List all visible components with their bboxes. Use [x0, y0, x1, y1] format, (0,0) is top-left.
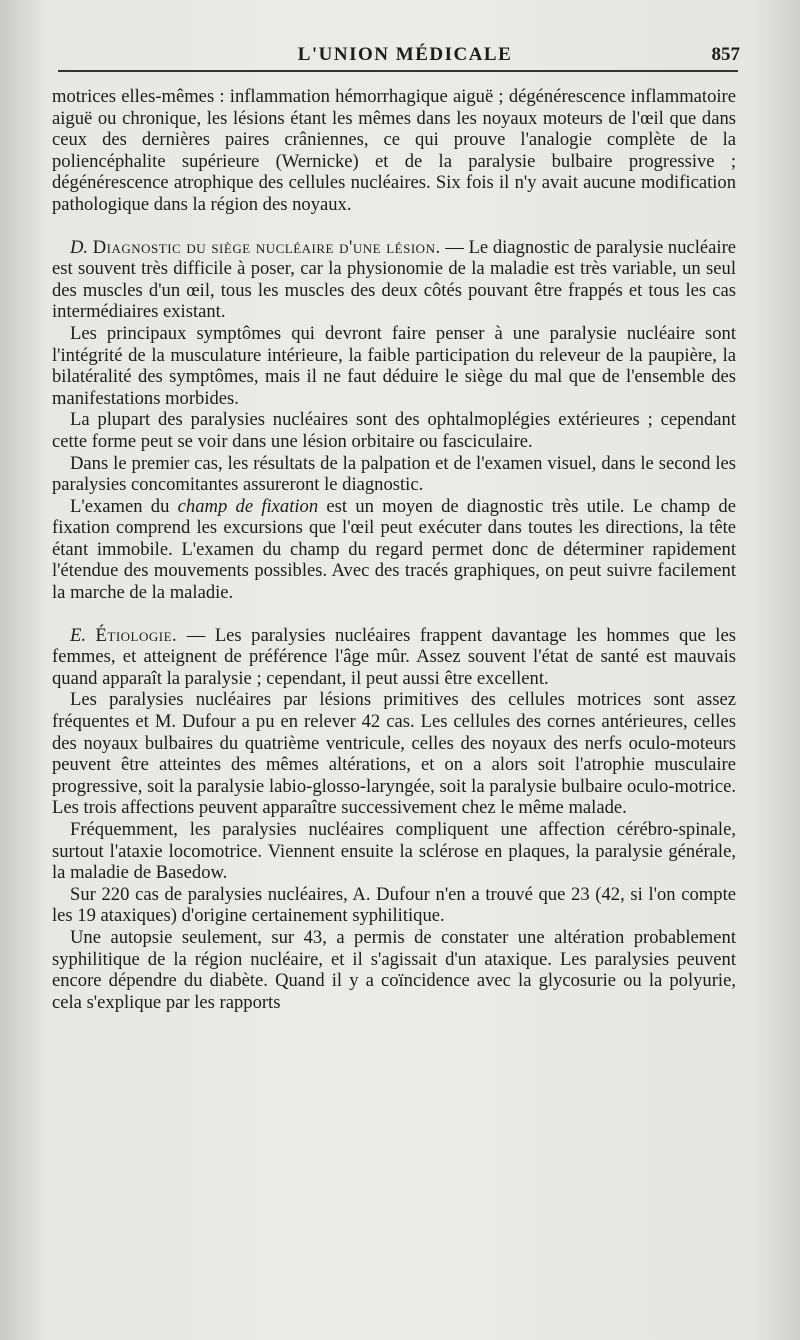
paragraph-frequemment: Fréquemment, les paralysies nucléaires compliquent une affection cérébro-spinale, surtout l'ataxie locomotrice. Viennent ensuite la sclérose en plaques, la paralysie générale, la maladie de Basedow.: [52, 819, 736, 884]
paragraph-symptomes: Les principaux symptômes qui devront faire penser à une paralysie nucléaire sont l'intégrité de la musculature intérieure, la faible participation du releveur de la paupière, la bilatéralité des symptômes, mais il ne faut déduire le siège du mal que de l'ensemble des manifestations morbides.: [52, 322, 736, 409]
section-text: Le diagnostic de paralysie nucléaire est souvent très difficile à poser, car la physionomie de la maladie est très variable, un seul des muscles d'un œil, tous les muscles des deux côtés pouvant être frappés et tous les cas intermédiaires existant.: [52, 236, 737, 323]
heading-dash: —: [186, 624, 206, 646]
section-diagnostic: [52, 237, 736, 323]
italic-term: champ de fixation: [177, 495, 319, 517]
section-text: Les paralysies nucléaires frappent davantage les hommes que les femmes, et atteignent de préférence l'âge mûr. Assez souvent l'état de santé est mauvais quand apparaît la paralysie ; cependant, il peut aussi être excellent.: [52, 624, 736, 689]
section-heading: Diagnostic du siège nucléaire d'une lésion.: [92, 236, 441, 258]
paragraph-statistiques: Sur 220 cas de paralysies nucléaires, A. Dufour n'en a trouvé que 23 (42, si l'on compte les 19 ataxiques) d'origine certainement syphilitique.: [52, 883, 736, 927]
paragraph-autopsie: Une autopsie seulement, sur 43, a permis de constater une altération probablement syphilitique de la région nucléaire, et il s'agissait d'un ataxique. Les paralysies peuvent encore dépendre du diabète. Quand il y a coïncidence avec la glycosurie ou la polyurie, cela s'explique par les rapports: [52, 926, 736, 1013]
section-heading: Étiologie.: [95, 624, 178, 646]
section-etiologie: [52, 625, 736, 690]
paragraph-champ-fixation: L'examen du champ de fixation est un moyen de diagnostic très utile. Le champ de fixation comprend les excursions que l'œil peut exécuter dans toutes les directions, la tête étant immobile. L'examen du champ du regard permet donc de déterminer rapidement l'étendue des mouvements possibles. Avec des tracés graphiques, on peut suivre facilement la marche de la maladie.: [52, 495, 736, 604]
paragraph-lesions-primitives: Les paralysies nucléaires par lésions primitives des cellules motrices sont assez fréquentes et M. Dufour a pu en relever 42 cas. Les cellules des cornes antérieures, celles des noyaux bulbaires du quatrième ventricule, celles des noyaux des nerfs oculo-moteurs peuvent être atteintes des mêmes altérations, et on a alors soit l'atrophie musculaire progressive, soit la paralysie labio-glosso-laryngée, soit la paralysie bulbaire oculo-motrice. Les trois affections peuvent apparaître successivement chez le même malade.: [52, 689, 736, 819]
paragraph-lesions: motrices elles-mêmes : inflammation hémorrhagique aiguë ; dégénérescence inflammatoire aiguë ou chronique, les lésions étant les mêmes dans les noyaux moteurs de l'œil que dans ceux des dernières paires crâniennes, ce qui prouve l'analogie complète de la poliencéphalite supérieure (Wernicke) et de la paralysie bulbaire progressive ; dégénérescence atrophique des cellules nucléaires. Six fois il n'y avait aucune modification pathologique dans la région des noyaux.: [52, 86, 736, 215]
running-head: [60, 40, 750, 70]
section-letter: E.: [70, 624, 87, 646]
body-text: [52, 86, 736, 1013]
page-number: 857: [711, 44, 740, 65]
journal-title: L'UNION MÉDICALE: [297, 44, 513, 65]
heading-dash: —: [445, 236, 464, 258]
section-letter: D.: [70, 236, 89, 258]
paragraph-premier-cas: Dans le premier cas, les résultats de la palpation et de l'examen visuel, dans le second les paralysies concomitantes assureront le diagnostic.: [52, 452, 736, 496]
header-rule: [58, 70, 738, 72]
paragraph-ophtalmoplegies: La plupart des paralysies nucléaires sont des ophtalmoplégies extérieures ; cependant cette forme peut se voir dans une lésion orbitaire ou fasciculaire.: [52, 409, 736, 452]
